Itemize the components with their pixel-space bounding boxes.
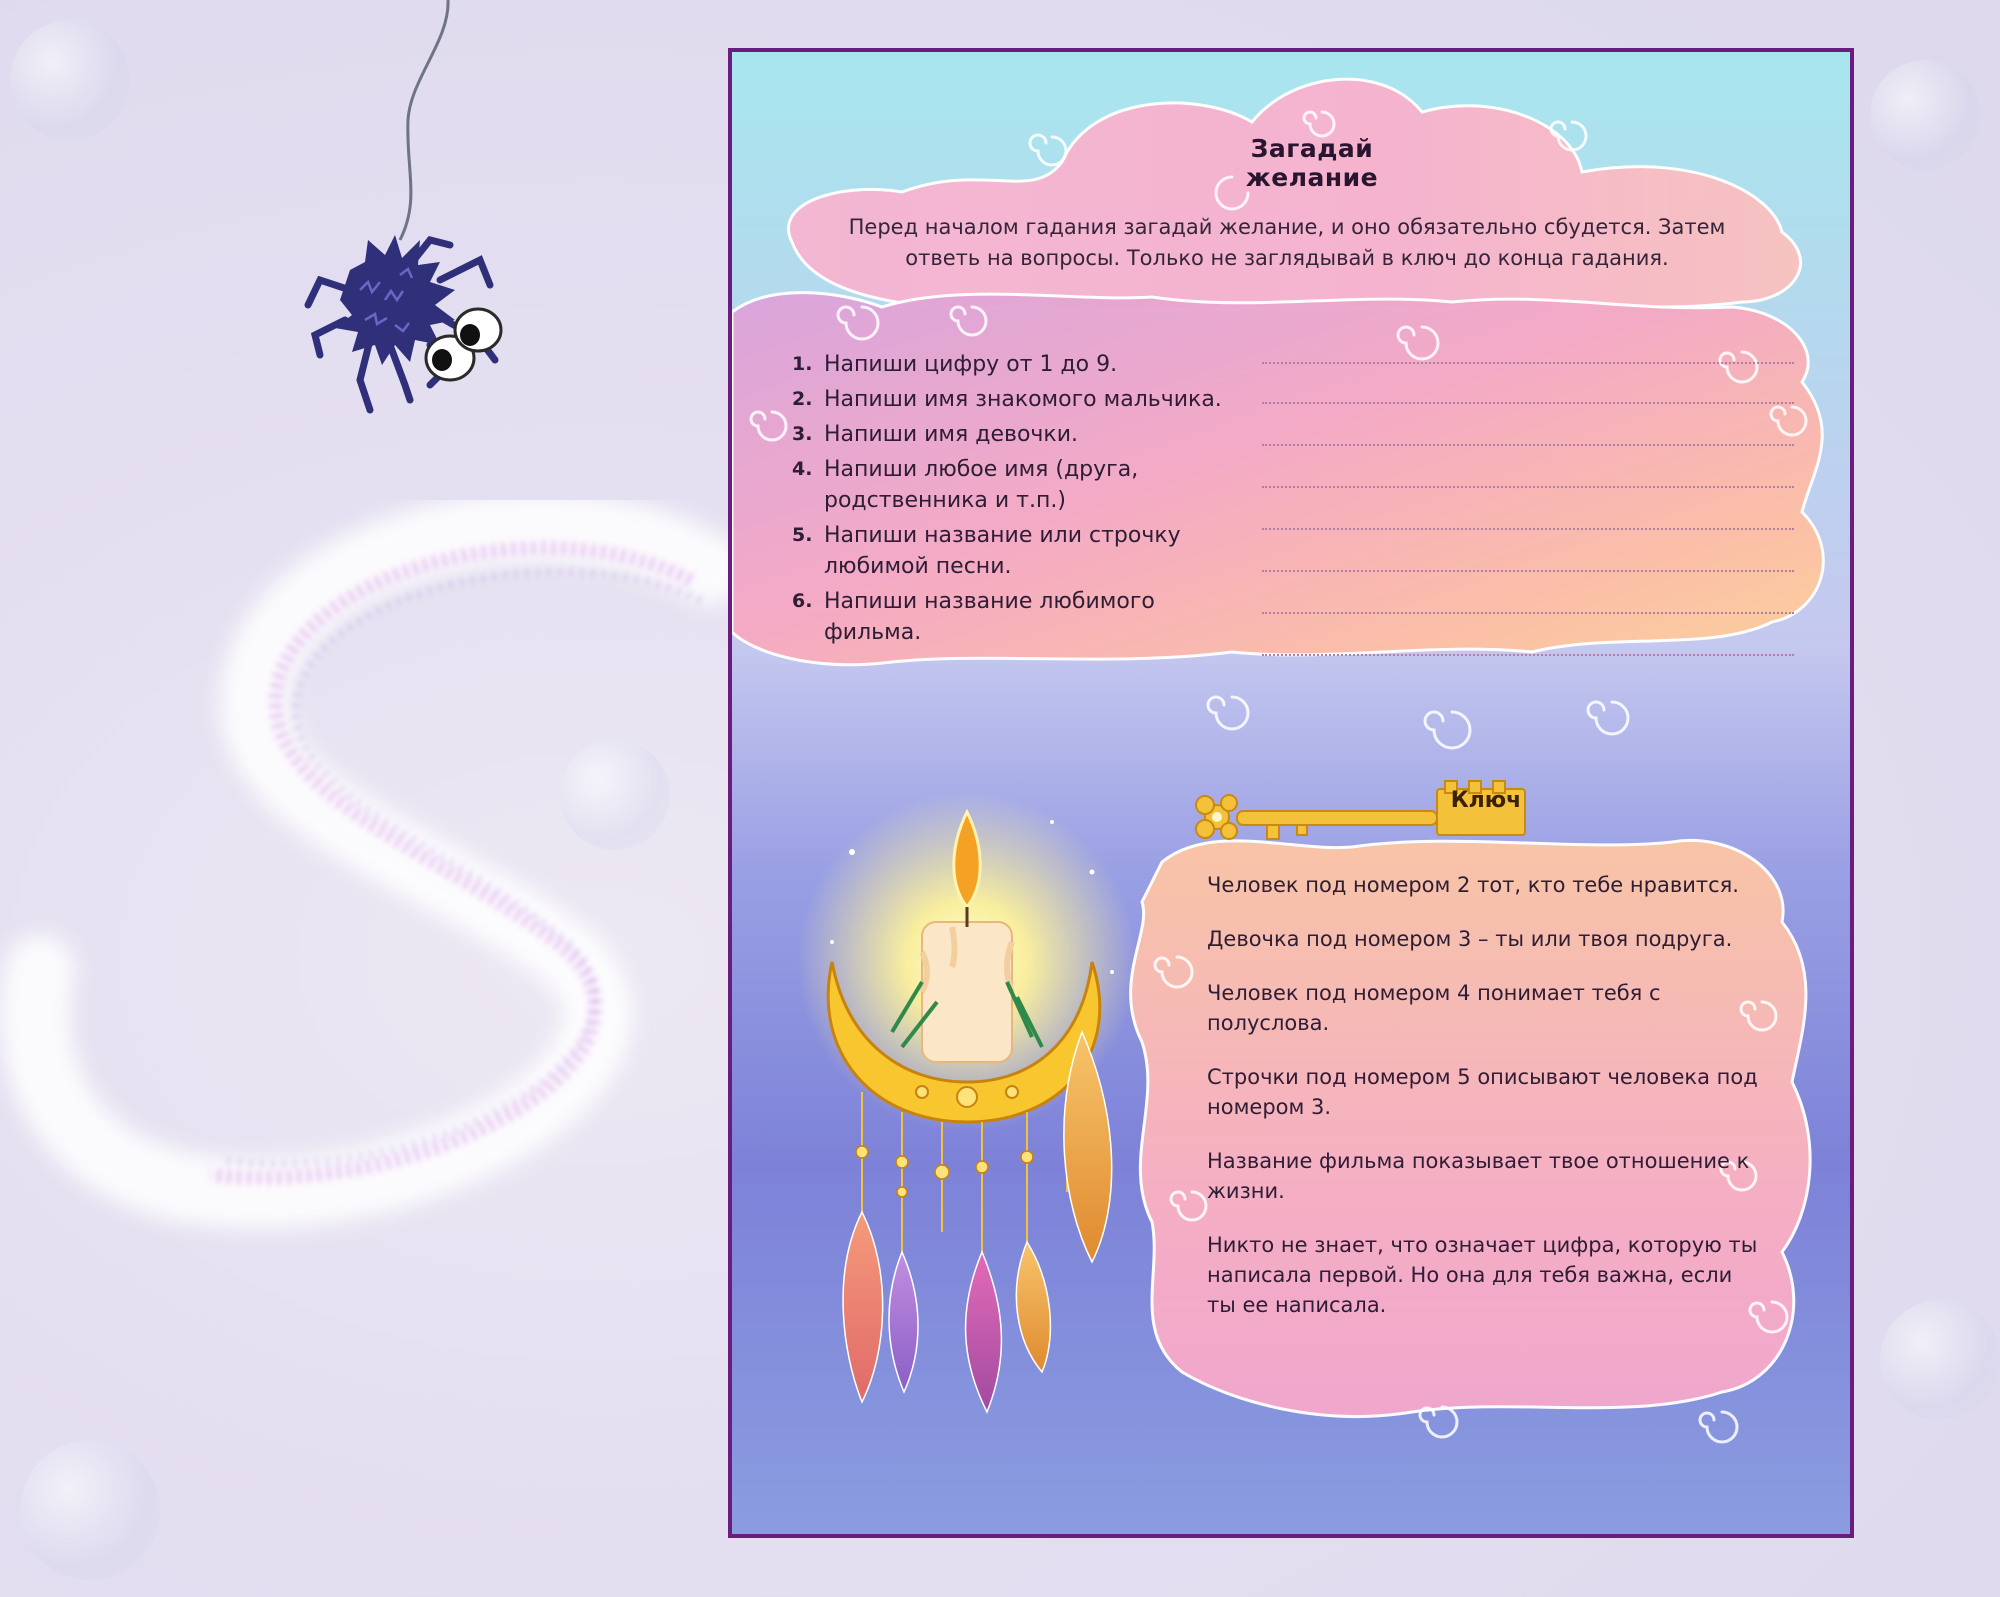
answer-line[interactable] (1262, 486, 1794, 488)
candle-moon-icon (792, 792, 1152, 1492)
background-bubble (20, 1440, 160, 1580)
key-answer: Строчки под номером 5 описывают человека под номером 3. (1207, 1065, 1758, 1119)
answer-line[interactable] (1262, 362, 1794, 364)
question-item: 5. Напиши название или строчку любимой песни. (792, 523, 1181, 579)
answer-line[interactable] (1262, 402, 1794, 404)
answer-line[interactable] (1262, 570, 1794, 572)
question-item: 3. Напиши имя девочки. (792, 422, 1078, 447)
question-item: 6. Напиши название любимого фильма. (792, 589, 1155, 645)
background-bubble (1880, 1300, 2000, 1420)
background-bubble (1870, 60, 1980, 170)
intro-text: Перед началом гадания загадай желание, и оно обязательно сбудется. Затем ответь на вопросы. Только не заглядывай в ключ до конца гадания. (848, 215, 1726, 270)
spider-icon (290, 0, 570, 440)
question-item: 4. Напиши любое имя (друга, родственника и т.п.) (792, 457, 1139, 513)
key-answer: Девочка под номером 3 – ты или твоя подруга. (1207, 927, 1733, 951)
magic-swirl-decoration (0, 500, 760, 1260)
key-answer: Никто не знает, что означает цифра, которую ты написала первой. Но она для тебя важна, если ты ее написала. (1207, 1233, 1758, 1317)
key-answer: Человек под номером 4 понимает тебя с полуслова. (1207, 981, 1661, 1035)
key-answer: Человек под номером 2 тот, кто тебе нравится. (1207, 873, 1739, 897)
answer-lines (1262, 362, 1794, 722)
fortune-page (728, 48, 1854, 1538)
page-title: Загадай желание (1245, 134, 1379, 192)
key-label: Ключ (1450, 788, 1522, 813)
answer-line[interactable] (1262, 612, 1794, 614)
key-answers (1207, 870, 1767, 1344)
questions-list (792, 349, 1252, 652)
answer-line[interactable] (1262, 444, 1794, 446)
key-answer: Название фильма показывает твое отношение к жизни. (1207, 1149, 1750, 1203)
question-item: 1. Напиши цифру от 1 до 9. (792, 352, 1118, 377)
question-item: 2. Напиши имя знакомого мальчика. (792, 387, 1222, 412)
answer-line[interactable] (1262, 654, 1794, 656)
background-bubble (10, 20, 130, 140)
answer-line[interactable] (1262, 528, 1794, 530)
